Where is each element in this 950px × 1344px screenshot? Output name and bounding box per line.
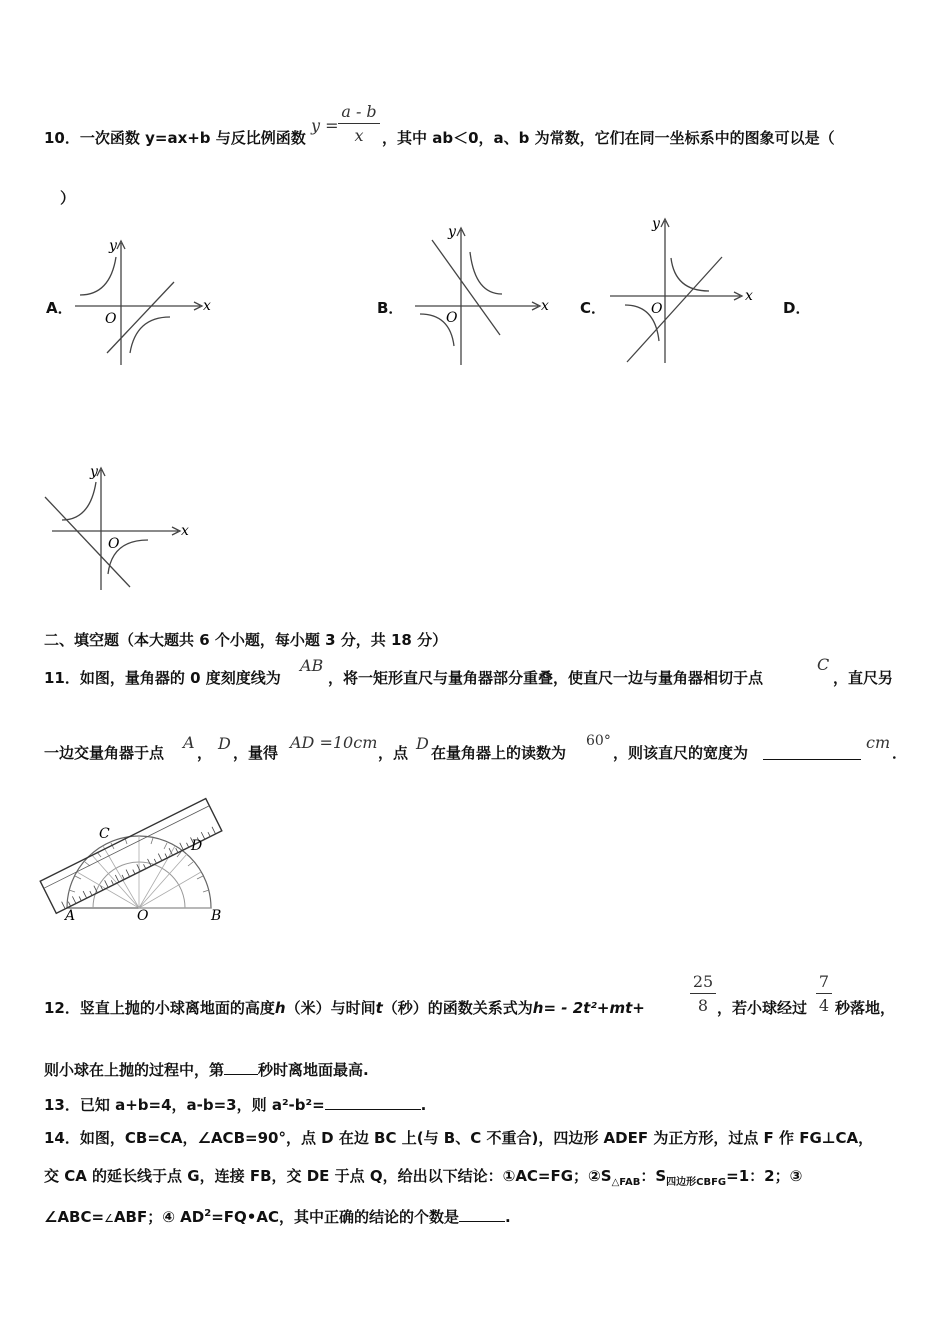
graph-a (70, 235, 220, 370)
q13-end: . (420, 1096, 427, 1114)
q11-part3: ，直尺另 (833, 669, 894, 687)
q10-formula-num: a - b (341, 102, 377, 121)
q11-ab: AB (300, 656, 324, 675)
q12-frac2-num: 7 (818, 972, 830, 991)
q11-c: C (817, 655, 830, 674)
q12-number: 12． (44, 999, 80, 1017)
q10-number: 10． (44, 129, 80, 147)
q10-formula-den: x (354, 126, 364, 145)
graph-c (605, 213, 760, 370)
q12-line1 (44, 998, 645, 1018)
q12-line2-b: 秒时离地面最高. (258, 1061, 369, 1079)
q12-line2-a: 则小球在上抛的过程中，第 (44, 1061, 225, 1079)
q10-formula-fraction (338, 102, 380, 145)
q12-part1: 竖直上抛的小球离地面的高度 (79, 999, 275, 1017)
graph-b-origin: O (446, 310, 458, 326)
q11-part8: ，则该直尺的宽度为 (613, 744, 749, 762)
q12-answer-blank[interactable] (224, 1060, 258, 1075)
q14-answer-blank[interactable] (459, 1207, 505, 1222)
option-c-label: C． (580, 299, 607, 317)
q14-line3-c: =FQ•AC，其中正确的结论的个数是 (211, 1208, 459, 1226)
q14-end: . (504, 1208, 511, 1226)
graph-a-x-label: x (203, 298, 211, 314)
q11-number: 11． (44, 669, 80, 687)
q11-part7: 在量角器上的读数为 (431, 744, 567, 762)
q11-figure (45, 790, 235, 930)
q12-frac1-num: 25 (692, 972, 714, 991)
q13-answer-blank[interactable] (325, 1095, 421, 1110)
q11-deg: 60° (586, 733, 611, 749)
q11-part2: ，将一矩形直尺与量角器部分重叠，使直尺一边与量角器相切于点 (328, 669, 764, 687)
q12-part3: （秒）的函数关系式为 (382, 999, 533, 1017)
q10-text-after: ，其中 ab＜0，a、b 为常数，它们在同一坐标系中的图象可以是（ (382, 129, 835, 147)
fig-label-a: A (65, 908, 76, 924)
option-d-label: D． (783, 299, 811, 317)
graph-a-origin: O (105, 311, 117, 327)
q10-close-paren: ） (60, 189, 76, 207)
q14-line3-a: ∠ABC= (44, 1208, 105, 1226)
graph-b-hyperbola-1 (470, 252, 502, 294)
q14-line2-c: =1：2；③ (726, 1167, 803, 1185)
graph-d (40, 462, 195, 595)
q11-part5: ，量得 (233, 744, 279, 762)
q14-line2-a: 交 CA 的延长线于点 G，连接 FB，交 DE 于点 Q，给出以下结论：①AC=FG；②S (44, 1167, 612, 1185)
graph-c-y-label: y (652, 216, 660, 232)
fig-label-c: C (99, 826, 110, 842)
fig-label-d: D (191, 838, 203, 854)
q12-frac1-den: 8 (697, 996, 709, 1015)
q11-d2: D (416, 734, 429, 753)
fig-label-b: B (211, 908, 222, 924)
graph-d-origin: O (108, 536, 120, 552)
q11-answer-blank[interactable] (763, 745, 861, 760)
q12-part5: 秒落地， (835, 999, 896, 1017)
option-a-label: A． (46, 299, 73, 317)
q11-part1: 如图，量角器的 0 度刻度线为 (79, 669, 281, 687)
q14-line3 (44, 1204, 511, 1229)
q14-line2 (44, 1166, 802, 1193)
graph-b-y-label: y (448, 224, 456, 240)
q12-frac1 (690, 972, 716, 1015)
q14-sup: 2 (204, 1208, 212, 1219)
q11-unit: cm (866, 733, 891, 752)
q12-frac2-den: 4 (818, 996, 830, 1015)
q11-part4: 一边交量角器于点 (44, 744, 165, 762)
graph-a-y-label: y (109, 238, 117, 254)
q12-part4: ，若小球经过 (717, 999, 808, 1017)
q12-line2 (44, 1060, 369, 1080)
q10-line1 (44, 128, 306, 148)
q12-t: t (375, 999, 383, 1017)
graph-d-x-label: x (181, 523, 189, 539)
q11-part6: ，点 (378, 744, 409, 762)
graph-d-hyperbola-1 (62, 482, 96, 520)
fig-label-o: O (137, 908, 149, 924)
q14-line1: 14．如图，CB=CA，∠ACB=90°，点 D 在边 BC 上(与 B、C 不重合)，四边形 ADEF 为正方形，过点 F 作 FG⊥CA， (44, 1129, 874, 1147)
q14-sub1: △FAB (611, 1177, 641, 1188)
q11-comma1: ， (197, 744, 213, 762)
q14-line2-b: ：S (640, 1167, 667, 1185)
option-b-label: B． (377, 299, 404, 317)
q14-sub2: 四边形CBFG (666, 1177, 727, 1188)
q10-formula-lhs: y = (311, 116, 339, 135)
graph-d-y-label: y (90, 464, 98, 480)
q14-line3-small: ∠ (104, 1212, 114, 1225)
q11-ad-eq: AD =10cm (290, 733, 378, 752)
q14-line3-b: ABF；④ AD (113, 1208, 205, 1226)
graph-b (410, 222, 555, 370)
section2-heading: 二、填空题（本大题共 6 个小题，每小题 3 分，共 18 分） (44, 631, 448, 649)
graph-c-origin: O (651, 301, 663, 317)
q11-a: A (183, 733, 195, 752)
q12-formula: h= - 2t²+mt+ (532, 999, 645, 1017)
q10-text-before: 一次函数 y=ax+b 与反比例函数 (79, 129, 306, 147)
graph-a-hyperbola-1 (80, 257, 116, 295)
q13-line (44, 1095, 426, 1115)
q11-line1 (44, 668, 281, 688)
q11-end: ． (892, 744, 908, 762)
graph-c-hyperbola-1 (671, 258, 709, 291)
q12-h: h (274, 999, 286, 1017)
q12-frac2 (816, 972, 832, 1015)
q11-d: D (218, 734, 231, 753)
graph-c-x-label: x (745, 288, 753, 304)
q12-part2: （米）与时间 (285, 999, 376, 1017)
q13-text: 13．已知 a+b=4，a-b=3，则 a²-b²= (44, 1096, 325, 1114)
graph-b-x-label: x (541, 298, 549, 314)
